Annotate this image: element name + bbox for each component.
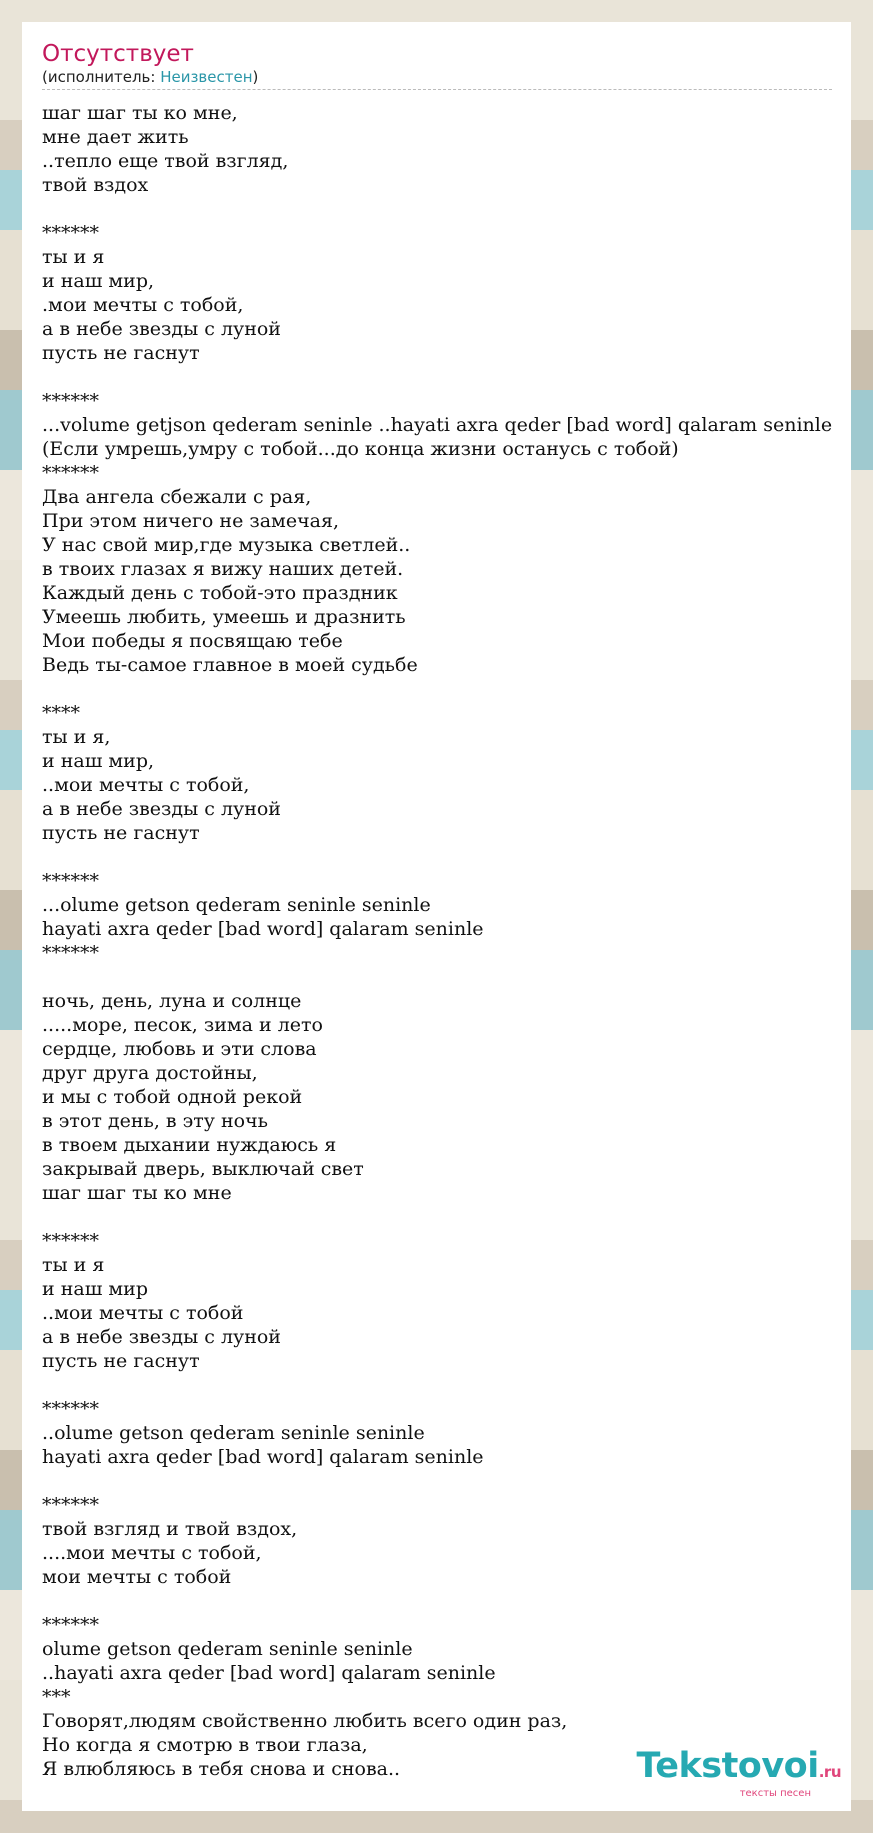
lyric-line: ****** [42, 462, 99, 484]
logo-domain: .ru [818, 1763, 841, 1781]
lyric-line: мне дает жить [42, 126, 189, 148]
lyric-line: **** [42, 702, 80, 724]
lyric-line: ****** [42, 942, 99, 964]
lyric-line: и наш мир [42, 1278, 149, 1300]
lyric-line: пусть не гаснут [42, 822, 200, 844]
artist-prefix: (исполнитель: [42, 68, 161, 86]
lyric-line [42, 197, 832, 221]
lyric-line: Ведь ты-самое главное в моей судьбе [42, 654, 418, 676]
lyric-line: ..тепло еще твой взгляд, [42, 150, 289, 172]
lyric-line: Я влюбляюсь в тебя снова и снова.. [42, 1758, 401, 1780]
lyric-line: ....мои мечты с тобой, [42, 1542, 262, 1564]
lyric-line: ****** [42, 222, 99, 244]
lyric-line [42, 1589, 832, 1613]
lyric-line: ...volume getjson qederam seninle ..hayati axra qeder [bad word] qalaram seninle [42, 414, 833, 436]
artist-suffix: ) [252, 68, 259, 86]
lyric-line: шаг шаг ты ко мне [42, 1182, 232, 1204]
lyric-line: ночь, день, луна и солнце [42, 990, 302, 1012]
lyric-line: и наш мир, [42, 750, 155, 772]
lyric-line: твой вздох [42, 174, 149, 196]
lyric-line: ****** [42, 390, 99, 412]
lyric-line: пусть не гаснут [42, 342, 200, 364]
lyric-line [42, 1205, 832, 1229]
lyric-line [42, 1469, 832, 1493]
lyric-line: и мы с тобой одной рекой [42, 1086, 303, 1108]
lyric-line: *** [42, 1686, 71, 1708]
lyric-line: Два ангела сбежали с рая, [42, 486, 312, 508]
lyric-line: ****** [42, 1494, 99, 1516]
lyric-line: hayati axra qeder [bad word] qalaram seninle [42, 918, 484, 940]
lyric-line: а в небе звезды с луной [42, 1326, 281, 1348]
lyric-line: друг друга достойны, [42, 1062, 258, 1084]
lyric-line: (Если умрешь,умру с тобой...до конца жизни останусь с тобой) [42, 438, 679, 460]
lyric-line: в твоих глазах я вижу наших детей. [42, 558, 404, 580]
lyric-line: olume getson qederam seninle seninle [42, 1638, 413, 1660]
lyrics-text [42, 101, 832, 1781]
lyric-line: ****** [42, 1398, 99, 1420]
lyric-line: .....море, песок, зима и лето [42, 1014, 323, 1036]
lyric-line: в твоем дыхании нуждаюсь я [42, 1134, 337, 1156]
artist-link[interactable]: Неизвестен [160, 68, 253, 86]
lyric-line [42, 1373, 832, 1397]
lyric-line: ..hayati axra qeder [bad word] qalaram seninle [42, 1662, 496, 1684]
lyric-line: а в небе звезды с луной [42, 798, 281, 820]
site-logo[interactable] [636, 1746, 842, 1799]
lyric-line: ...olume getson qederam seninle seninle [42, 894, 431, 916]
lyric-line: ****** [42, 870, 99, 892]
lyrics-card [22, 22, 851, 1811]
lyric-line: Каждый день с тобой-это праздник [42, 582, 398, 604]
lyric-line [42, 965, 832, 989]
lyric-line: твой взгляд и твой вздох, [42, 1518, 298, 1540]
logo-wordmark [636, 1746, 842, 1789]
artist-line [42, 68, 832, 90]
lyric-line: ты и я, [42, 726, 111, 748]
lyric-line [42, 845, 832, 869]
logo-tagline: тексты песен [739, 1788, 811, 1799]
lyric-line: ..мои мечты с тобой, [42, 774, 250, 796]
lyric-line [42, 677, 832, 701]
lyric-line: hayati axra qeder [bad word] qalaram seninle [42, 1446, 484, 1468]
lyric-line: Но когда я смотрю в твои глаза, [42, 1734, 368, 1756]
lyric-line: ты и я [42, 1254, 105, 1276]
lyric-line: пусть не гаснут [42, 1350, 200, 1372]
lyric-line: Умеешь любить, умеешь и дразнить [42, 606, 406, 628]
lyric-line: Говорят,людям свойственно любить всего один раз, [42, 1710, 568, 1732]
lyric-line: закрывай дверь, выключай свет [42, 1158, 364, 1180]
lyric-line: При этом ничего не замечая, [42, 510, 339, 532]
lyric-line: сердце, любовь и эти слова [42, 1038, 317, 1060]
lyric-line: Мои победы я посвящаю тебе [42, 630, 343, 652]
logo-main-text: Tekstovoi [636, 1746, 819, 1786]
lyric-line: .мои мечты с тобой, [42, 294, 244, 316]
song-header [42, 40, 832, 90]
lyric-line: мои мечты с тобой [42, 1566, 232, 1588]
lyric-line: шаг шаг ты ко мне, [42, 102, 238, 124]
lyric-line: ****** [42, 1614, 99, 1636]
lyric-line: а в небе звезды с луной [42, 318, 281, 340]
song-title: Отсутствует [42, 41, 194, 67]
lyric-line: ..мои мечты с тобой [42, 1302, 244, 1324]
lyric-line: ****** [42, 1230, 99, 1252]
lyric-line: ..olume getson qederam seninle seninle [42, 1422, 425, 1444]
lyric-line: У нас свой мир,где музыка светлей.. [42, 534, 411, 556]
lyric-line: и наш мир, [42, 270, 155, 292]
lyric-line: в этот день, в эту ночь [42, 1110, 269, 1132]
lyric-line [42, 365, 832, 389]
lyric-line: ты и я [42, 246, 105, 268]
